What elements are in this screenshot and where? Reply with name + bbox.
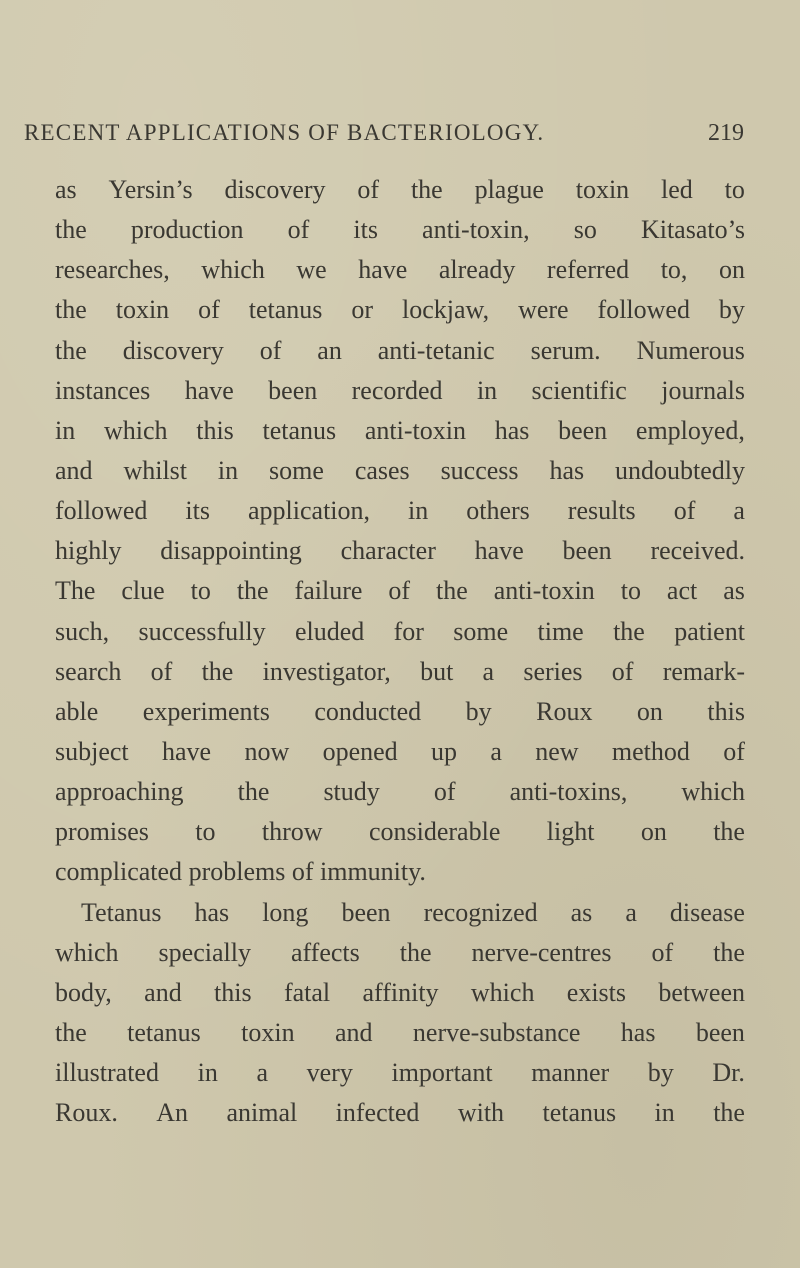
text-line: highly disappointing character have been received.: [55, 536, 745, 566]
text-line: search of the investigator, but a series of remark-: [55, 656, 745, 686]
text-line: in which this tetanus anti-toxin has been employed,: [55, 415, 745, 445]
paragraph: [55, 170, 745, 893]
text-line: Tetanus has long been recognized as a disease: [81, 897, 745, 927]
text-line: and whilst in some cases success has undoubtedly: [55, 455, 745, 485]
body-text: [55, 170, 745, 1133]
text-line: illustrated in a very important manner by Dr.: [55, 1058, 745, 1088]
text-line: which specially affects the nerve-centres of the: [55, 937, 745, 967]
page-number: 219: [708, 120, 744, 146]
text-line: able experiments conducted by Roux on this: [55, 696, 745, 726]
text-line: promises to throw considerable light on the: [55, 817, 745, 847]
text-line: researches, which we have already referred to, on: [55, 255, 745, 285]
running-title: RECENT APPLICATIONS OF BACTERIOLOGY.: [24, 120, 545, 145]
text-line: Roux. An animal infected with tetanus in the: [55, 1098, 745, 1128]
text-line: such, successfully eluded for some time the patient: [55, 616, 745, 646]
text-line: followed its application, in others results of a: [55, 496, 745, 526]
text-line: the production of its anti-toxin, so Kitasato’s: [55, 215, 745, 245]
running-head: [24, 120, 744, 156]
text-line: subject have now opened up a new method of: [55, 736, 745, 766]
text-line: The clue to the failure of the anti-toxin to act as: [55, 576, 745, 606]
paragraph: [55, 893, 745, 1134]
text-line: instances have been recorded in scientific journals: [55, 375, 745, 405]
text-line: as Yersin’s discovery of the plague toxin led to: [55, 175, 745, 204]
text-line: the tetanus toxin and nerve-substance has been: [55, 1017, 745, 1047]
text-line: complicated problems of immunity.: [55, 857, 426, 887]
text-line: approaching the study of anti-toxins, which: [55, 777, 745, 807]
text-line: body, and this fatal affinity which exists between: [55, 977, 745, 1007]
text-line: the discovery of an anti-tetanic serum. Numerous: [55, 335, 745, 365]
text-line: the toxin of tetanus or lockjaw, were followed by: [55, 295, 745, 325]
